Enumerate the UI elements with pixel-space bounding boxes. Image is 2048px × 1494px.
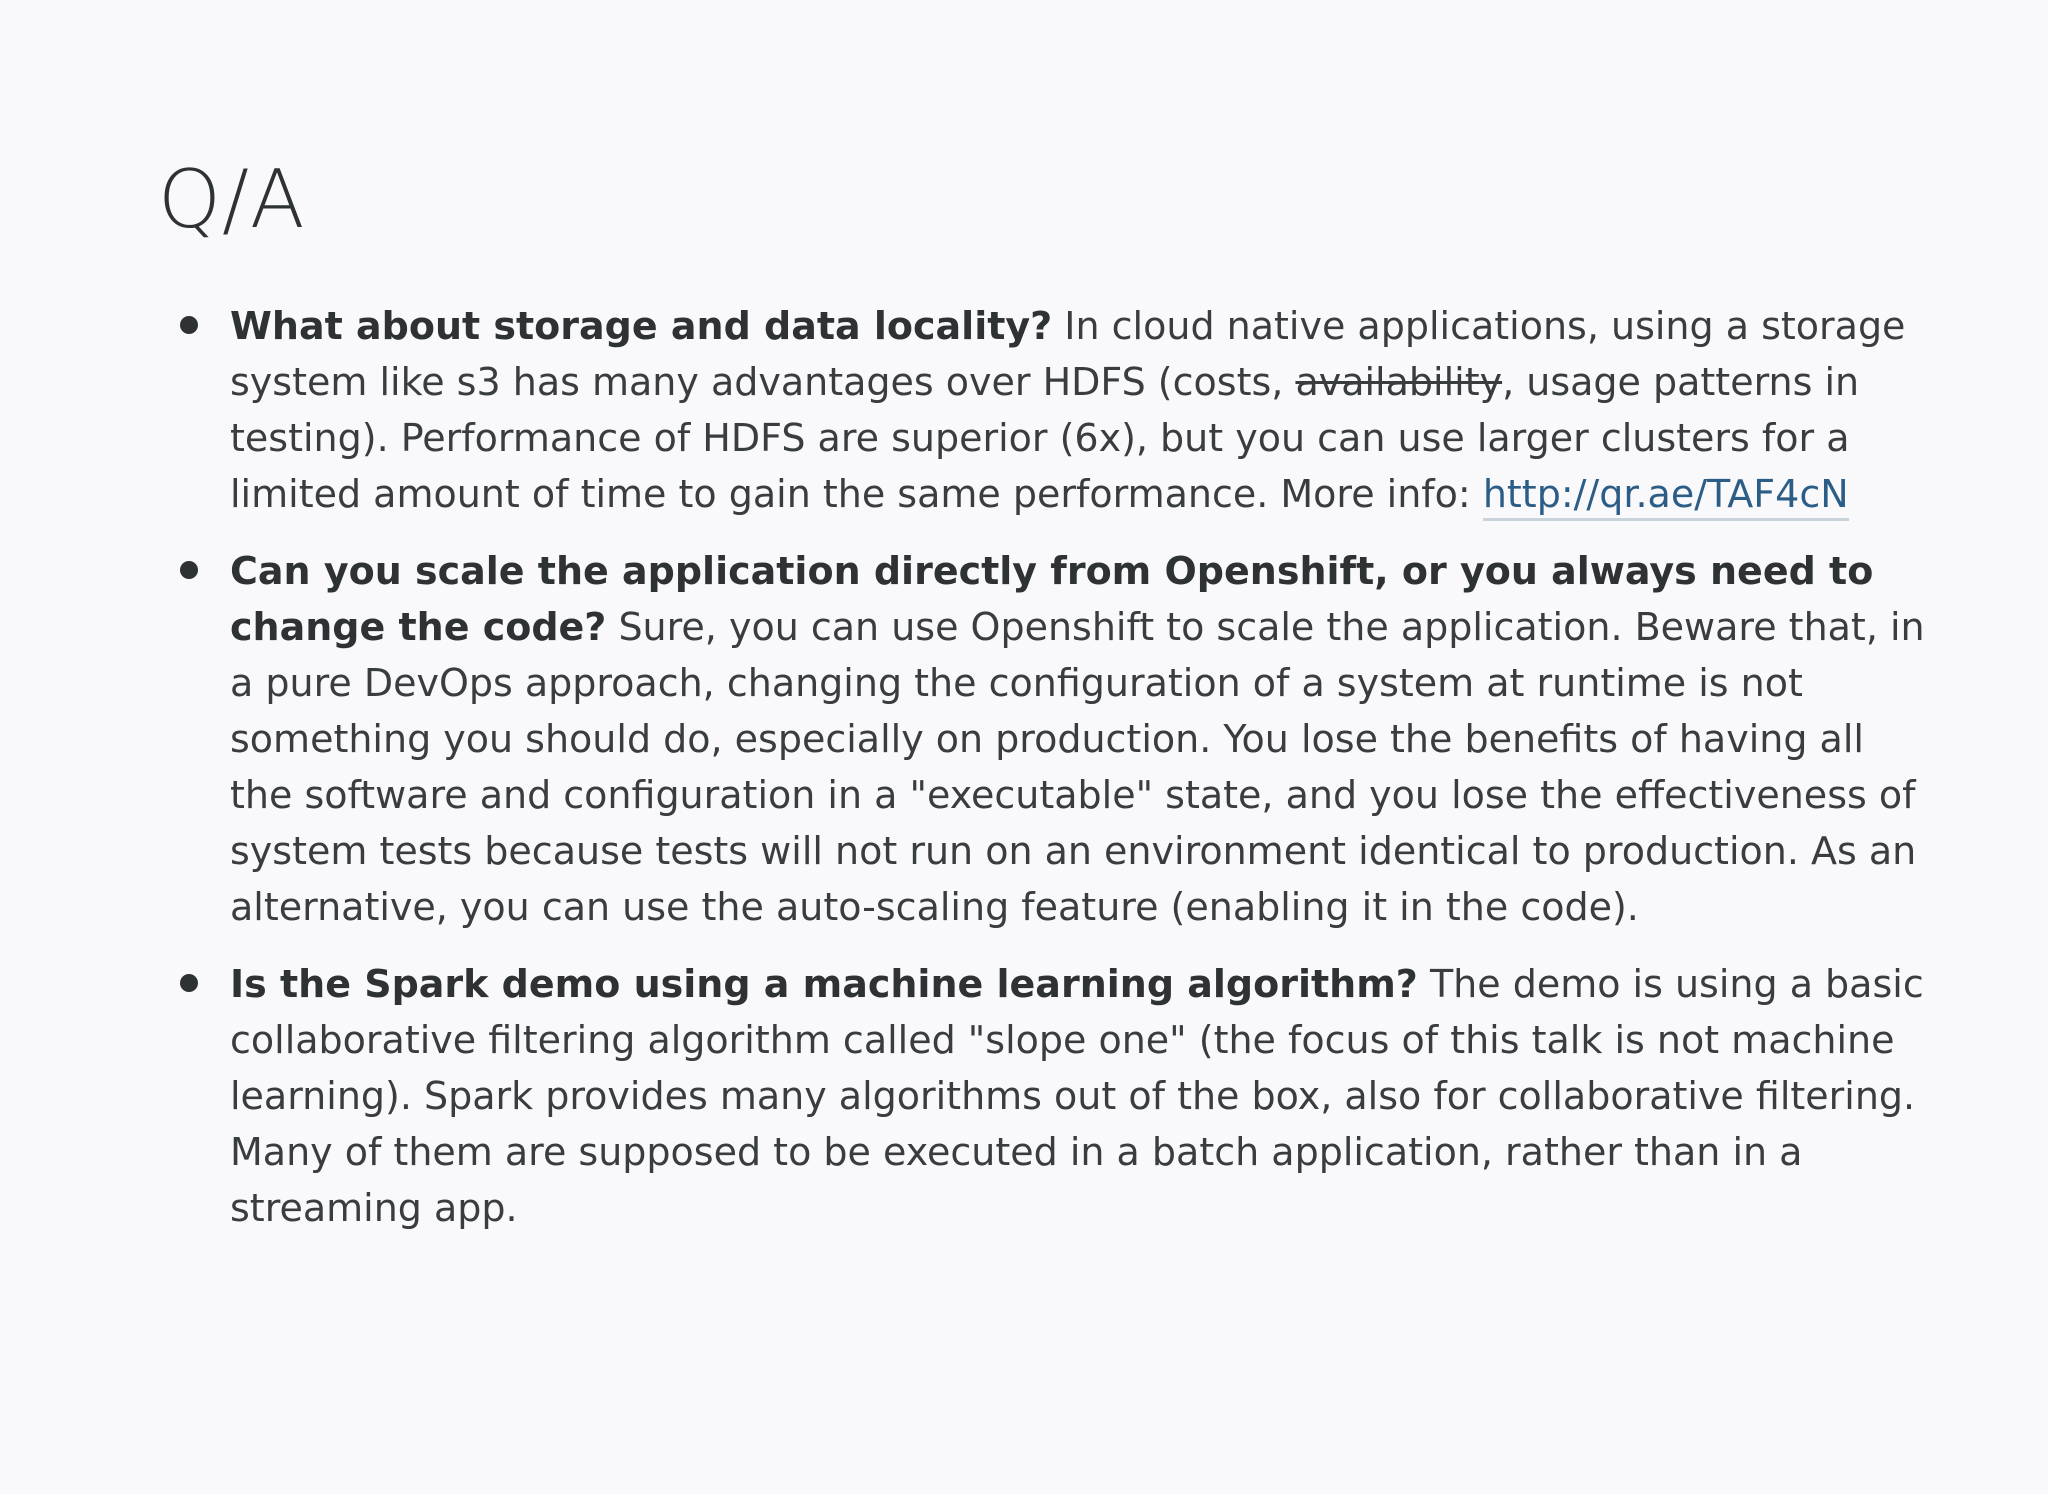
qa-item-spark <box>230 956 1930 1236</box>
answer-text: Sure, you can use Openshift to scale the application. Beware that, in a pure DevOps approach, changing the configuration of a system at runtime is not something you should do, especially on production. You lose the benefits of having all the software and configuration in a "executable" state, and you lose the effectiveness of system tests because tests will not run on an environment identical to production. As an alternative, you can use the auto-scaling feature (enabling it in the code). <box>230 605 1925 929</box>
slide-title: Q/A <box>158 153 306 246</box>
qa-list <box>180 298 1930 1257</box>
answer-text: The demo is using a basic collaborative filtering algorithm called "slope one" (the focus of this talk is not machine learning). Spark provides many algorithms out of the box, also for collaborative filtering. Many of them are supposed to be executed in a batch application, rather than in a streaming app. <box>230 962 1924 1230</box>
qa-item-storage <box>230 298 1930 522</box>
question-text: Can you scale the application directly from Openshift, or you always need to change the code? <box>230 549 1874 649</box>
bullet-icon <box>180 561 198 579</box>
bullet-icon <box>180 974 198 992</box>
bullet-icon <box>180 316 198 334</box>
more-info-link[interactable]: http://qr.ae/TAF4cN <box>1483 472 1849 521</box>
question-text: Is the Spark demo using a machine learning algorithm? <box>230 962 1418 1006</box>
qa-item-scaling <box>230 543 1930 935</box>
answer-text-continued: , usage patterns in testing). Performance of HDFS are superior (6x), but you can use larger clusters for a limited amount of time to gain the same performance. More info: <box>230 360 1860 516</box>
strikethrough-text: availability <box>1295 360 1503 404</box>
question-text: What about storage and data locality? <box>230 304 1053 348</box>
answer-text: In cloud native applications, using a storage system like s3 has many advantages over HDFS (costs, <box>230 304 1906 404</box>
